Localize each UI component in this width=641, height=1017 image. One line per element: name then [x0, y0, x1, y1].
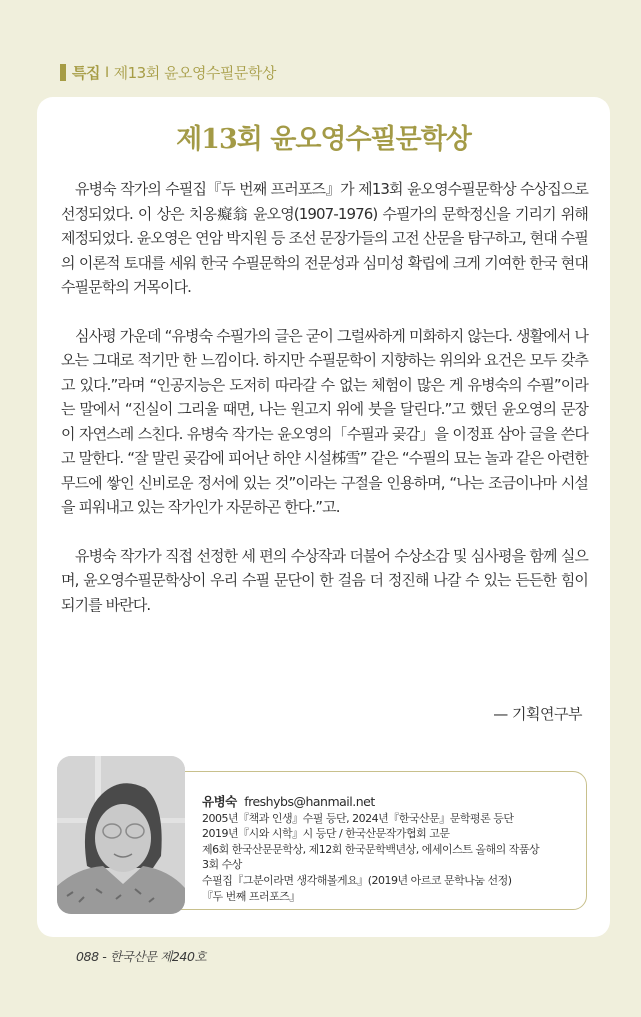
paragraph: 유병숙 작가가 직접 선정한 세 편의 수상작과 더불어 수상소감 및 심사평을 함께 실으며, 윤오영수필문학상이 우리 수필 문단이 한 걸음 더 정진해 나갈 수 있는 든든한 힘이 되기를 바란다. [61, 546, 588, 614]
author-name-line [202, 794, 582, 810]
author-info [202, 794, 582, 904]
article-title: 제13회 윤오영수필문학상 [176, 124, 471, 155]
author-photo [57, 756, 185, 914]
bio-line: 수필집『그분이라면 생각해볼게요』(2019년 아르코 문학나눔 선정) [202, 873, 512, 887]
author-name: 유병숙 [202, 794, 237, 809]
bio-line: 제6회 한국산문문학상, 제12회 한국문학백년상, 에세이스트 올해의 작품상 [202, 842, 540, 856]
paragraph: 유병숙 작가의 수필집『두 번째 프러포즈』가 제13회 윤오영수필문학상 수상집으로 선정되었다. 이 상은 치옹癡翁 윤오영(1907-1976) 수필가의 문학정신을 기리기 위해 제정되었다. 윤오영은 연암 박지원 등 조선 문장가들의 고전 산문을 탐구하고, 현대 수필의 이론적 토대를 세워 한국 수필문학의 전문성과 심미성 확립에 크게 기여한 한국 현대 수필문학의 거목이다. [61, 180, 588, 296]
bio-line: 2005년『책과 인생』수필 등단, 2024년『한국산문』문학평론 등단 [202, 811, 514, 825]
article-card [37, 97, 610, 937]
bio-line: 『두 번째 프러포즈』 [202, 889, 300, 903]
section-tag: 특집 [72, 64, 100, 82]
article-body [61, 177, 588, 617]
portrait-icon [57, 756, 185, 914]
author-email: freshybs@hanmail.net [244, 794, 375, 809]
bio-line: 2019년『시와 시학』시 등단 / 한국산문작가협회 고문 [202, 827, 450, 841]
paragraph: 심사평 가운데 “유병숙 수필가의 글은 굳이 그럴싸하게 미화하지 않는다. 생활에서 나오는 그대로 적기만 한 느낌이다. 하지만 수필문학이 지향하는 위의와 요건은 모두 갖추고 있다.”라며 “인공지능은 도저히 따라갈 수 없는 체험이 많은 게 유병숙의 수필”이라는 말에서 “진실이 그리울 때면, 나는 원고지 위에 붓을 달린다.”고 했던 윤오영의 문장이 자연스레 스친다. 유병숙 작가는 윤오영의「수필과 곶감」을 이정표 삼아 글을 쓴다고 말한다. “잘 말린 곶감에 피어난 하얀 시설柹雪” 같은 “수필의 묘는 놀과 같은 아련한 무드에 쌓인 신비로운 정서에 있는 것”이라는 구절을 인용하며, “나는 조금이나마 시설을 피워내고 있는 작가인가 자문하곤 한다.”고. [61, 326, 588, 516]
section-label [60, 62, 276, 83]
page-footer: 088 - 한국산문 제240호 [76, 949, 207, 964]
signoff: — 기획연구부 [493, 705, 582, 723]
section-title: 제13회 윤오영수필문학상 [113, 64, 276, 82]
separator: I [104, 64, 109, 81]
bio-line: 3회 수상 [202, 858, 242, 872]
accent-bar [60, 64, 66, 81]
